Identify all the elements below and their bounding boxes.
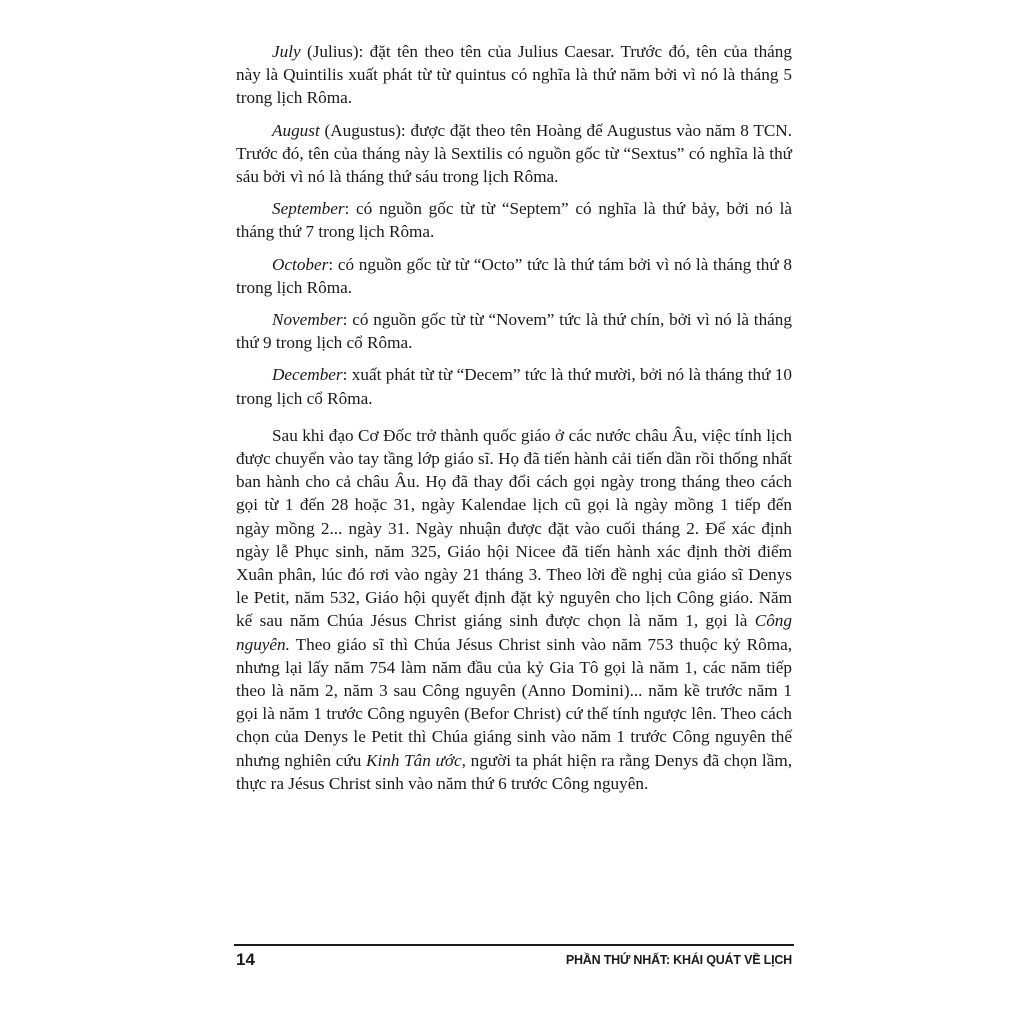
month-description: : có nguồn gốc từ từ “Octo” tức là thứ tám bởi vì nó là tháng thứ 8 trong lịch Rôma. [236, 254, 792, 297]
paragraph-september [236, 197, 792, 243]
footer-rule [234, 944, 794, 946]
running-head: PHẦN THỨ NHẤT: KHÁI QUÁT VỀ LỊCH [565, 953, 792, 967]
history-italic-term: Kinh Tân ước, [365, 750, 466, 770]
page-number: 14 [236, 950, 255, 969]
month-description: (Augustus): được đặt theo tên Hoàng đế Augustus vào năm 8 TCN. Trước đó, tên của tháng này là Sextilis có nguồn gốc từ “Sextus” có nghĩa là thứ sáu bởi vì nó là tháng thứ sáu trong lịch Rôma. [236, 120, 792, 187]
paragraph-december [236, 363, 792, 409]
month-description: (Julius): đặt tên theo tên của Julius Caesar. Trước đó, tên của tháng này là Quintilis xuất phát từ từ quintus có nghĩa là thứ năm bởi vì nó là tháng 5 trong lịch Rôma. [236, 42, 792, 108]
month-term: July [272, 42, 301, 61]
history-italic-term: Công nguyên. [236, 611, 792, 654]
history-text: người ta phát hiện ra rằng Denys đã chọn lầm, thực ra Jésus Christ sinh vào năm thứ 6 trước Công nguyên. [236, 750, 792, 793]
paragraph-october [236, 253, 792, 299]
month-term: November [272, 310, 343, 330]
month-description: : xuất phát từ từ “Decem” tức là thứ mười, bởi nó là tháng thứ 10 trong lịch cổ Rôma. [236, 365, 792, 408]
month-description: : có nguồn gốc từ từ “Septem” có nghĩa là thứ bảy, bởi nó là tháng thứ 7 trong lịch Rôma. [236, 199, 792, 242]
paragraph-july [236, 40, 792, 110]
month-description: : có nguồn gốc từ từ “Novem” tức là thứ chín, bởi vì nó là tháng thứ 9 trong lịch cổ Rôma. [236, 310, 792, 353]
body-text [236, 40, 792, 804]
paragraph-august [236, 119, 792, 189]
history-text: Theo giáo sĩ thì Chúa Jésus Christ sinh vào năm 753 thuộc kỷ Rôma, nhưng lại lấy năm 754 làm năm đầu của kỷ Gia Tô gọi là năm 1, các năm tiếp theo là năm 2, năm 3 sau Công nguyên (Anno Domini)... năm kề trước năm 1 gọi là năm 1 trước Công nguyên (Befor Christ) cứ thế tính ngược lên. Theo cách chọn của Denys le Petit thì Chúa giáng sinh vào năm 1 trước Công nguyên thế nhưng nghiên cứu [236, 634, 792, 770]
paragraph-november [236, 308, 792, 354]
month-term: August [272, 120, 320, 140]
month-term: December [272, 365, 343, 385]
month-term: September [272, 199, 345, 219]
paragraph-calendar-history [236, 424, 792, 795]
month-term: October [272, 254, 329, 274]
history-text: Sau khi đạo Cơ Đốc trở thành quốc giáo ở các nước châu Âu, việc tính lịch được chuyển vào tay tầng lớp giáo sĩ. Họ đã tiến hành cải tiến dần rồi thống nhất ban hành cho cả châu Âu. Họ đã thay đổi cách gọi ngày trong tháng theo cách gọi từ 1 đến 28 hoặc 31, ngày Kalendae lịch cũ gọi là ngày mồng 1 tiếp đến ngày mồng 2... ngày 31. Ngày nhuận được đặt vào cuối tháng 2. Để xác định ngày lễ Phục sinh, năm 325, Giáo hội Nicee đã tiến hành xác định thời điểm Xuân phân, lúc đó rơi vào ngày 21 tháng 3. Theo lời đề nghị của giáo sĩ Denys le Petit, năm 532, Giáo hội quyết định đặt kỷ nguyên cho lịch Công giáo. Năm kế sau năm Chúa Jésus Christ giáng sinh được chọn là năm 1, gọi là [236, 425, 792, 631]
